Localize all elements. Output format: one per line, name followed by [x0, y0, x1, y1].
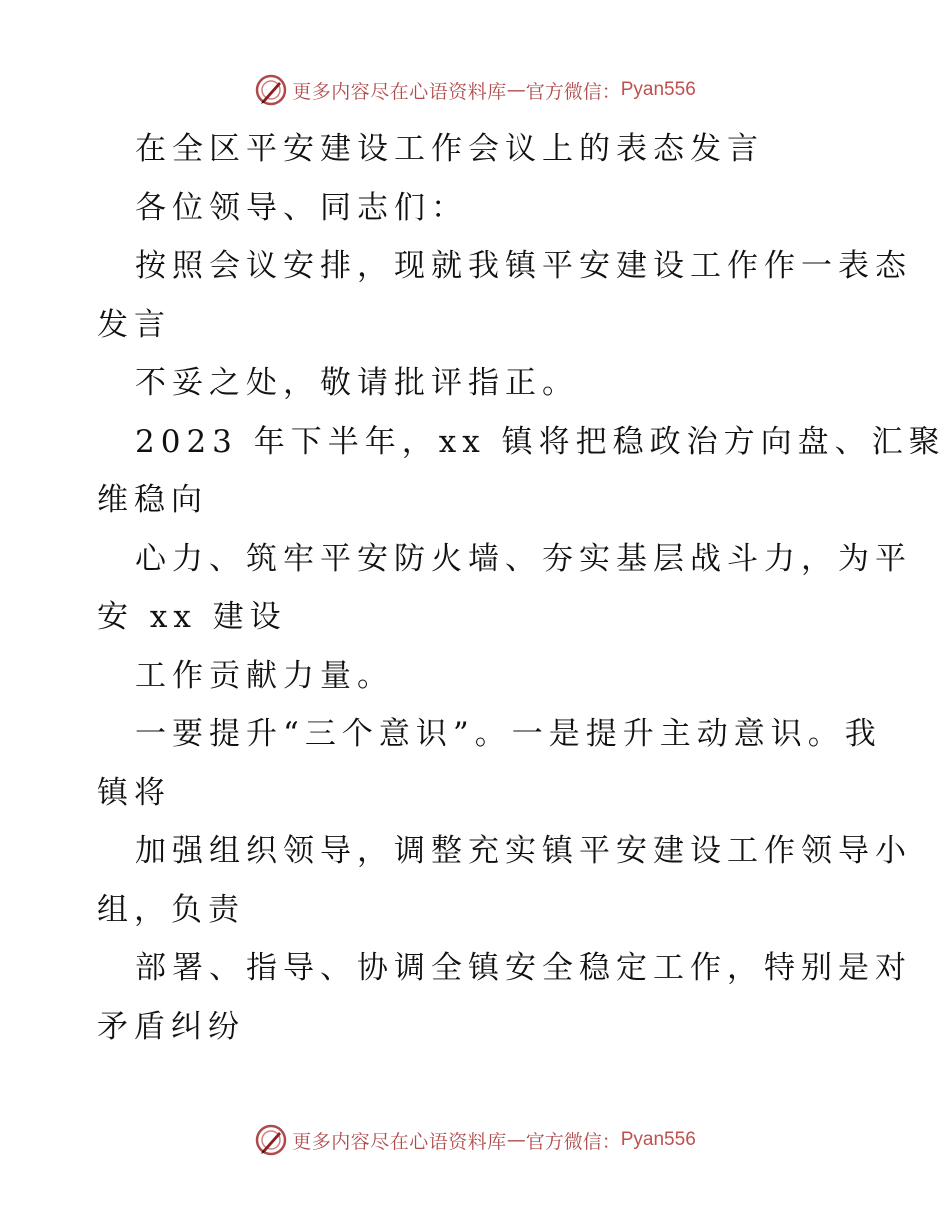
banner-contact-label: 官方微信：	[525, 1130, 621, 1153]
footer-banner	[0, 1120, 950, 1160]
paragraph-line: 2023 年下半年，xx 镇将把稳政治方向盘、汇聚	[135, 423, 946, 460]
pen-logo-icon	[254, 73, 288, 107]
header-banner	[0, 70, 950, 110]
paragraph-line: 不妥之处，敬请批评指正。	[135, 365, 579, 401]
paragraph-line: 一要提升“三个意识”。一是提升主动意识。我	[135, 716, 882, 752]
banner-separator: —	[506, 79, 526, 101]
paragraph-line: 工作贡献力量。	[135, 657, 394, 694]
paragraph-line: 维稳向	[97, 482, 208, 518]
paragraph-line: 镇将	[97, 774, 171, 811]
banner-contact-id: Pyan556	[620, 1129, 696, 1150]
banner-contact-id: Pyan556	[620, 79, 696, 100]
paragraph-line: 心力、筑牢平安防火墙、夯实基层战斗力，为平	[135, 540, 912, 577]
banner-separator: —	[506, 1129, 526, 1151]
document-title: 在全区平安建设工作会议上的表态发言	[135, 131, 764, 167]
paragraph-line: 矛盾纠纷	[97, 1008, 245, 1045]
salutation: 各位领导、同志们：	[135, 189, 468, 226]
banner-title: 更多内容尽在心语资料库	[292, 1130, 507, 1153]
pen-logo-icon	[254, 1123, 288, 1157]
banner-title: 更多内容尽在心语资料库	[292, 80, 507, 103]
banner-contact-label: 官方微信：	[525, 80, 621, 103]
paragraph-line: 安 xx 建设	[97, 599, 287, 635]
paragraph-line: 加强组织领导，调整充实镇平安建设工作领导小	[135, 833, 912, 869]
paragraph-line: 部署、指导、协调全镇安全稳定工作，特别是对	[135, 950, 912, 986]
document-body	[97, 120, 946, 1056]
paragraph-line: 发言	[97, 306, 171, 343]
paragraph-line: 按照会议安排，现就我镇平安建设工作作一表态	[135, 248, 912, 284]
paragraph-line: 组，负责	[97, 891, 245, 928]
